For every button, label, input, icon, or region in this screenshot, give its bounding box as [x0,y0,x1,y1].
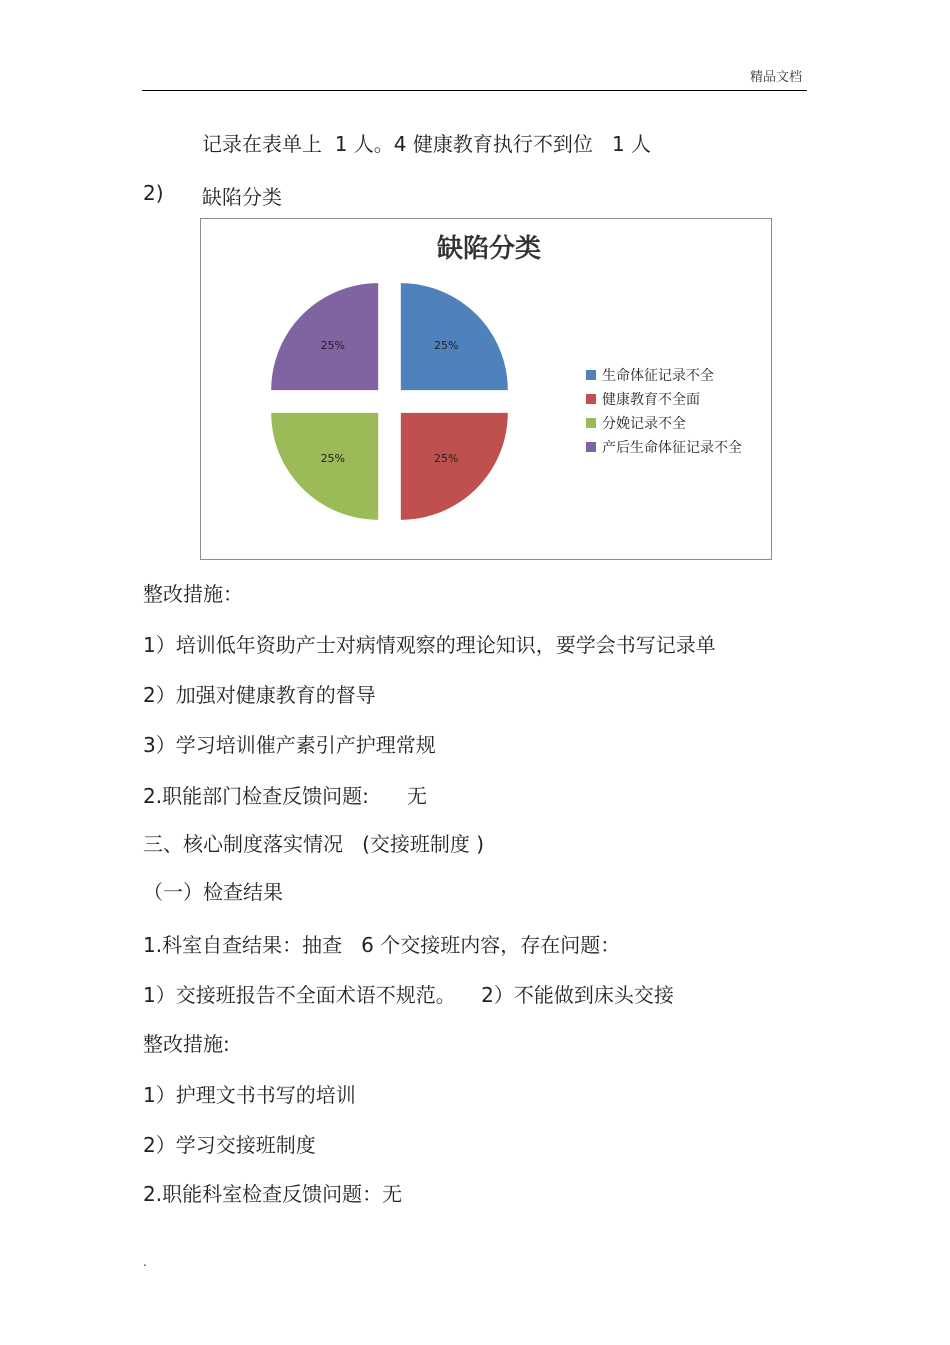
problems-list: 1）交接班报告不全面术语不规范。 2）不能做到床头交接 [143,983,674,1007]
measure-item-nursing-docs: 1）护理文书书写的培训 [143,1083,356,1107]
section-three-heading: 三、核心制度落实情况 (交接班制度 ) [143,832,485,856]
inspection-results-heading: （一）检查结果 [143,880,283,904]
header-rule [142,90,807,91]
rectification-heading-2: 整改措施: [143,1032,230,1056]
footer-mark: . [143,1255,147,1269]
section-number: 2) [143,181,164,205]
page-header-label: 精品文档 [750,70,803,85]
legend-swatch [586,370,596,380]
functional-dept-feedback: 2.职能部门检查反馈问题: 无 [143,784,427,808]
chart-title: 缺陷分类 [436,234,542,264]
legend-swatch [586,442,596,452]
pie-chart-frame [200,218,772,560]
measure-item-1: 1）培训低年资助产士对病情观察的理论知识，要学会书写记录单 [143,633,716,657]
pie-chart [201,219,773,561]
pie-slice-label: 25% [433,452,459,466]
legend-swatch [586,418,596,428]
self-check-results: 1.科室自查结果：抽查 6 个交接班内容，存在问题： [143,933,621,957]
measure-item-3: 3）学习培训催产素引产护理常规 [143,733,436,757]
rectification-heading: 整改措施： [143,582,243,606]
measure-item-2: 2）加强对健康教育的督导 [143,683,376,707]
legend-swatch [586,394,596,404]
pie-slice-label: 25% [320,452,346,466]
section-heading-defect-classification: 缺陷分类 [202,185,282,209]
legend-label: 产后生命体征记录不全 [602,440,742,456]
pie-slice [401,413,508,520]
pie-slice [271,413,378,520]
legend-label: 生命体征记录不全 [602,368,714,384]
legend-label: 健康教育不全面 [602,392,700,408]
pie-slice [271,283,378,390]
pie-slice [401,283,508,390]
measure-item-handover: 2）学习交接班制度 [143,1133,316,1157]
pie-slice-label: 25% [433,338,459,352]
functional-office-feedback: 2.职能科室检查反馈问题：无 [143,1182,403,1206]
text-line-record: 记录在表单上 1 人。4 健康教育执行不到位 1 人 [202,132,652,156]
legend-label: 分娩记录不全 [602,416,686,432]
pie-slice-label: 25% [320,338,346,352]
